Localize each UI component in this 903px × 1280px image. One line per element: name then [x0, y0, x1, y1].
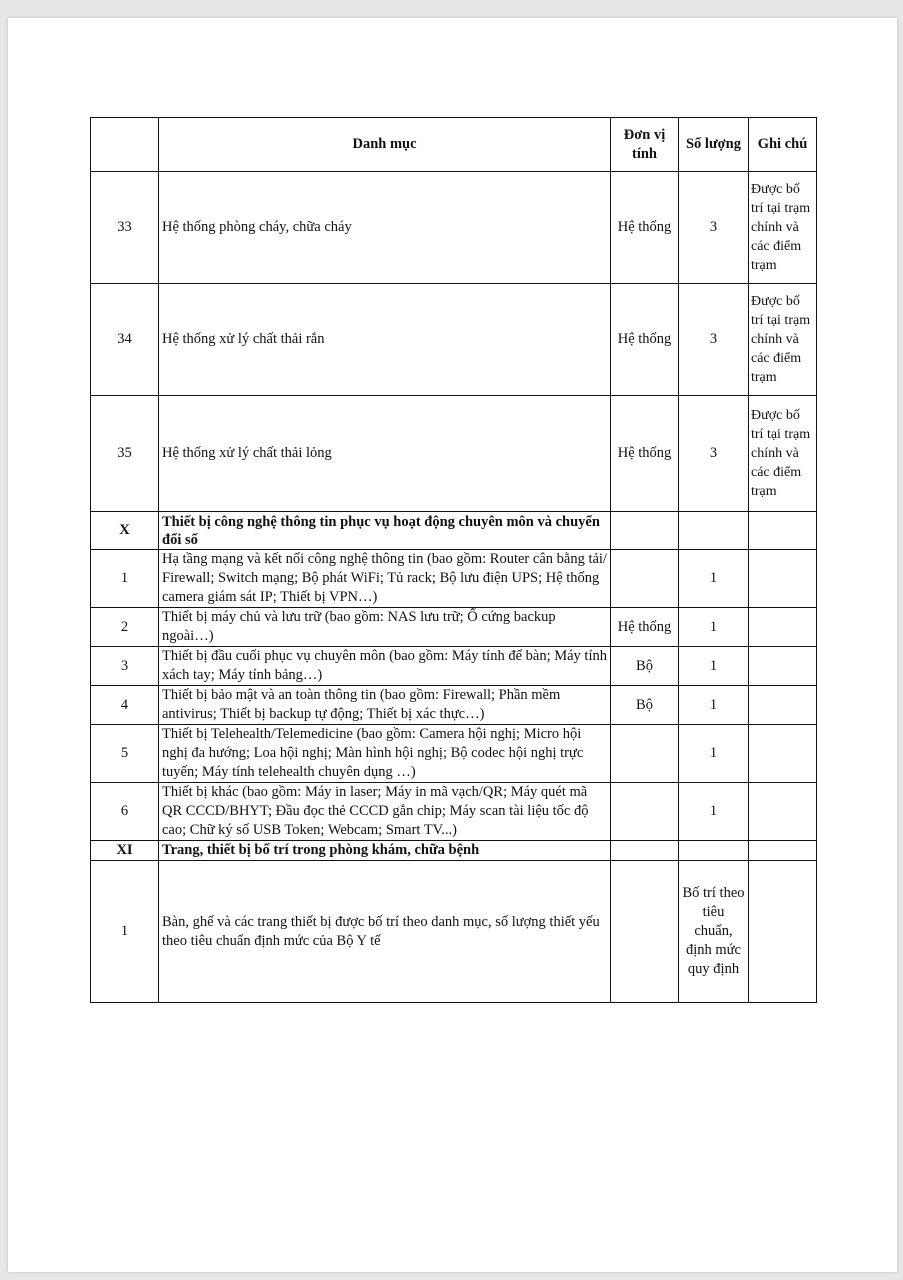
row-unit: Bộ	[611, 647, 679, 686]
row-note	[749, 512, 817, 550]
row-unit	[611, 861, 679, 1003]
row-unit	[611, 725, 679, 783]
row-qty	[679, 841, 749, 861]
table-header-row	[91, 118, 817, 172]
section-number: XI	[91, 841, 159, 861]
row-note: Được bố trí tại trạm chính và các điểm trạm	[749, 172, 817, 284]
row-stt: 1	[91, 550, 159, 608]
row-qty	[679, 512, 749, 550]
row-note	[749, 861, 817, 1003]
header-quantity: Số lượng	[679, 118, 749, 172]
row-note: Được bố trí tại trạm chính và các điểm trạm	[749, 396, 817, 512]
row-name: Bàn, ghế và các trang thiết bị được bố trí theo danh mục, số lượng thiết yếu theo tiêu chuẩn định mức của Bộ Y tế	[159, 861, 611, 1003]
row-unit	[611, 512, 679, 550]
row-name: Hạ tầng mạng và kết nối công nghệ thông tin (bao gồm: Router cân bằng tải/ Firewall; Switch mạng; Bộ phát WiFi; Tủ rack; Bộ lưu điện UPS; Hệ thống camera giám sát IP; Thiết bị VPN…)	[159, 550, 611, 608]
row-unit: Hệ thống	[611, 608, 679, 647]
document-page	[8, 18, 897, 1272]
row-stt: 34	[91, 284, 159, 396]
row-stt: 6	[91, 783, 159, 841]
row-unit: Hệ thống	[611, 396, 679, 512]
row-qty: 1	[679, 783, 749, 841]
table-row	[91, 861, 817, 1003]
row-name: Thiết bị khác (bao gồm: Máy in laser; Máy in mã vạch/QR; Máy quét mã QR CCCD/BHYT; Đầu đọc thẻ CCCD gắn chip; Máy scan tài liệu tốc độ cao; Chữ ký số USB Token; Webcam; Smart TV...)	[159, 783, 611, 841]
header-unit: Đơn vị tính	[611, 118, 679, 172]
row-note	[749, 725, 817, 783]
row-qty: 3	[679, 172, 749, 284]
table-row	[91, 284, 817, 396]
table-row	[91, 550, 817, 608]
row-unit	[611, 550, 679, 608]
section-row	[91, 841, 817, 861]
table-row	[91, 725, 817, 783]
row-stt: 33	[91, 172, 159, 284]
header-category: Danh mục	[159, 118, 611, 172]
row-note	[749, 686, 817, 725]
row-stt: 35	[91, 396, 159, 512]
row-name: Thiết bị Telehealth/Telemedicine (bao gồm: Camera hội nghị; Micro hội nghị đa hướng; Loa hội nghị; Màn hình hội nghị; Bộ codec hội nghị trực tuyến; Máy tính telehealth chuyên dụng …)	[159, 725, 611, 783]
row-stt: 2	[91, 608, 159, 647]
row-unit: Hệ thống	[611, 284, 679, 396]
row-unit	[611, 783, 679, 841]
table-row	[91, 647, 817, 686]
row-qty: 1	[679, 550, 749, 608]
header-stt	[91, 118, 159, 172]
row-note: Được bố trí tại trạm chính và các điểm trạm	[749, 284, 817, 396]
row-qty: 1	[679, 608, 749, 647]
row-note	[749, 841, 817, 861]
row-note	[749, 647, 817, 686]
row-unit	[611, 841, 679, 861]
section-title: Trang, thiết bị bố trí trong phòng khám, chữa bệnh	[159, 841, 611, 861]
table-row	[91, 783, 817, 841]
row-note	[749, 550, 817, 608]
table-row	[91, 172, 817, 284]
row-stt: 4	[91, 686, 159, 725]
row-qty: Bố trí theo tiêu chuẩn, định mức quy định	[679, 861, 749, 1003]
header-note: Ghi chú	[749, 118, 817, 172]
table-row	[91, 396, 817, 512]
row-unit: Bộ	[611, 686, 679, 725]
row-name: Hệ thống phòng cháy, chữa cháy	[159, 172, 611, 284]
row-qty: 3	[679, 284, 749, 396]
row-unit: Hệ thống	[611, 172, 679, 284]
row-qty: 1	[679, 725, 749, 783]
row-stt: 3	[91, 647, 159, 686]
table-row	[91, 686, 817, 725]
section-title: Thiết bị công nghệ thông tin phục vụ hoạt động chuyên môn và chuyển đổi số	[159, 512, 611, 550]
row-name: Thiết bị đầu cuối phục vụ chuyên môn (bao gồm: Máy tính để bàn; Máy tính xách tay; Máy tính bảng…)	[159, 647, 611, 686]
row-qty: 1	[679, 647, 749, 686]
row-name: Hệ thống xử lý chất thải rắn	[159, 284, 611, 396]
section-row	[91, 512, 817, 550]
row-name: Thiết bị bảo mật và an toàn thông tin (bao gồm: Firewall; Phần mềm antivirus; Thiết bị backup tự động; Thiết bị xác thực…)	[159, 686, 611, 725]
row-qty: 3	[679, 396, 749, 512]
row-name: Thiết bị máy chủ và lưu trữ (bao gồm: NAS lưu trữ; Ổ cứng backup ngoài…)	[159, 608, 611, 647]
row-note	[749, 608, 817, 647]
equipment-table	[90, 117, 817, 1003]
row-qty: 1	[679, 686, 749, 725]
row-name: Hệ thống xử lý chất thải lỏng	[159, 396, 611, 512]
row-note	[749, 783, 817, 841]
row-stt: 5	[91, 725, 159, 783]
table-row	[91, 608, 817, 647]
section-number: X	[91, 512, 159, 550]
row-stt: 1	[91, 861, 159, 1003]
